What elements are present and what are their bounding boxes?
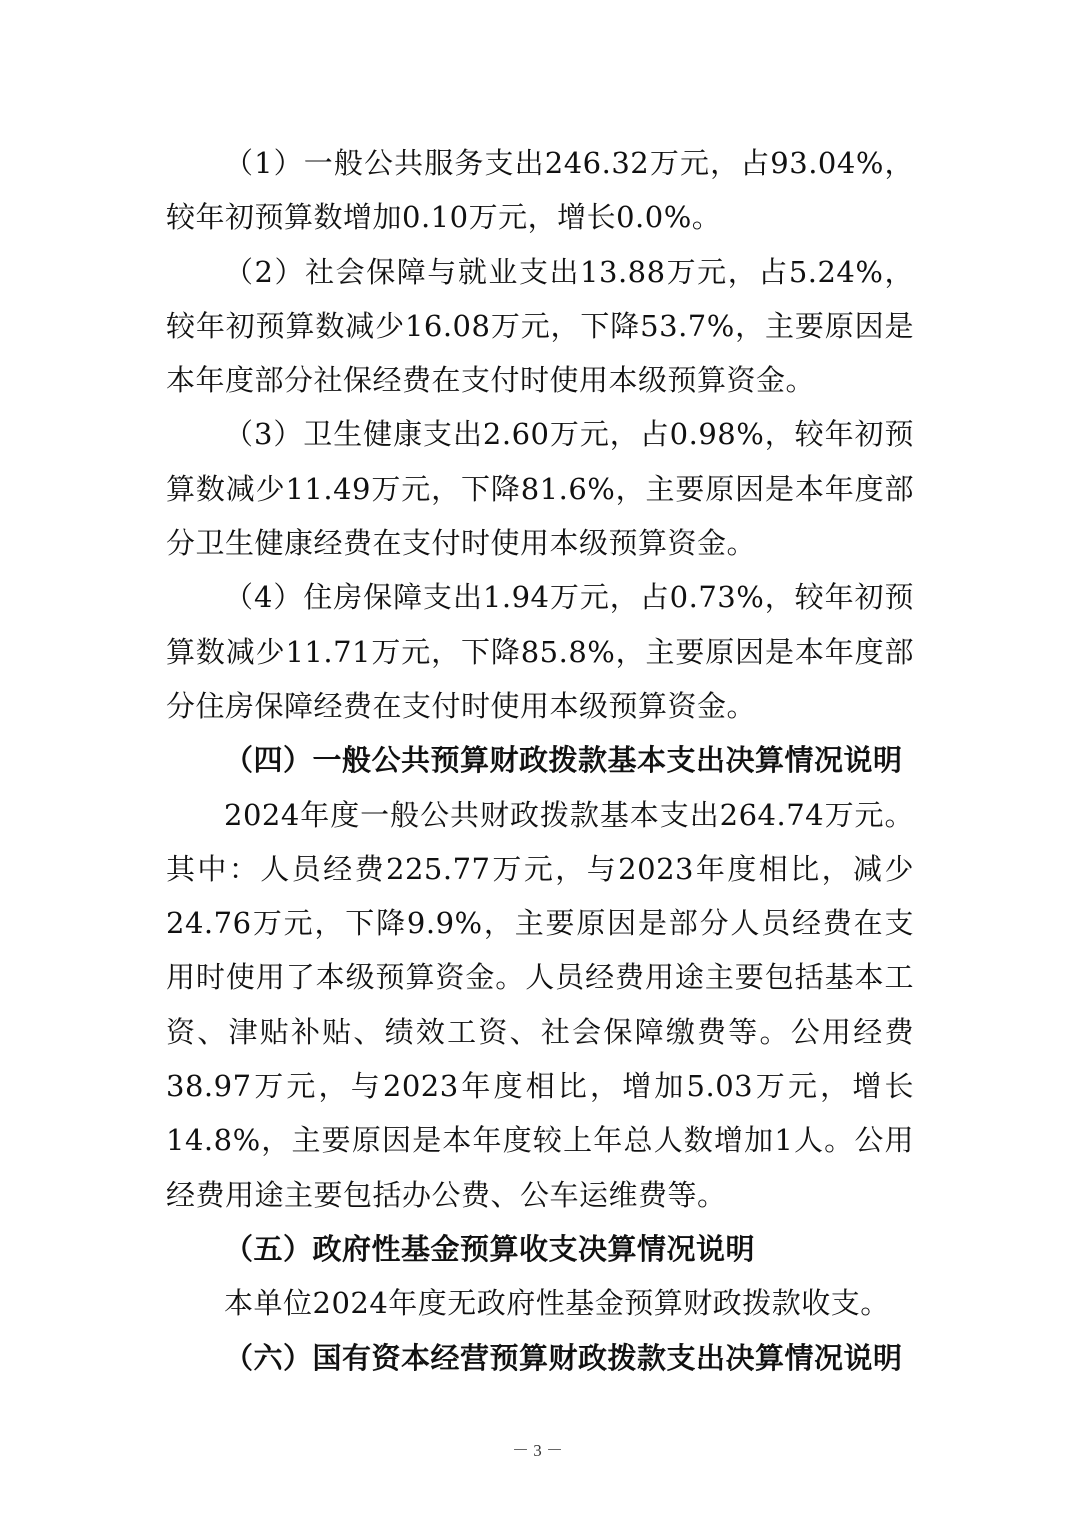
paragraph-government-fund: 本单位2024年度无政府性基金预算财政拨款收支。 — [224, 1286, 890, 1321]
paragraph-general-public-services: （1）一般公共服务支出246.32万元，占93.04%，较年初预算数增加0.10万元，增长0.0%。 — [166, 146, 914, 235]
section-heading-5: （五）政府性基金预算收支决算情况说明 — [224, 1231, 756, 1266]
section-heading-6: （六）国有资本经营预算财政拨款支出决算情况说明 — [224, 1340, 903, 1375]
paragraph-basic-expenditure: 2024年度一般公共财政拨款基本支出264.74万元。其中：人员经费225.77万元，与2023年度相比，减少24.76万元，下降9.9%，主要原因是部分人员经费在支用时使用了本级预算资金。人员经费用途主要包括基本工资、津贴补贴、绩效工资、社会保障缴费等。公用经费38.97万元，与2023年度相比，增加5.03万元，增长14.8%，主要原因是本年度较上年总人数增加1人。公用经费用途主要包括办公费、公车运维费等。 — [166, 797, 914, 1212]
document-body — [166, 136, 914, 1385]
paragraph-health: （3）卫生健康支出2.60万元，占0.98%，较年初预算数减少11.49万元，下降81.6%，主要原因是本年度部分卫生健康经费在支付时使用本级预算资金。 — [166, 417, 914, 561]
page-number: － 3 － — [512, 1441, 563, 1460]
section-heading-4: （四）一般公共预算财政拨款基本支出决算情况说明 — [224, 743, 903, 778]
paragraph-housing: （4）住房保障支出1.94万元，占0.73%，较年初预算数减少11.71万元，下降85.8%，主要原因是本年度部分住房保障经费在支付时使用本级预算资金。 — [166, 580, 914, 723]
paragraph-social-security: （2）社会保障与就业支出13.88万元，占5.24%，较年初预算数减少16.08万元，下降53.7%，主要原因是本年度部分社保经费在支付时使用本级预算资金。 — [166, 254, 914, 398]
